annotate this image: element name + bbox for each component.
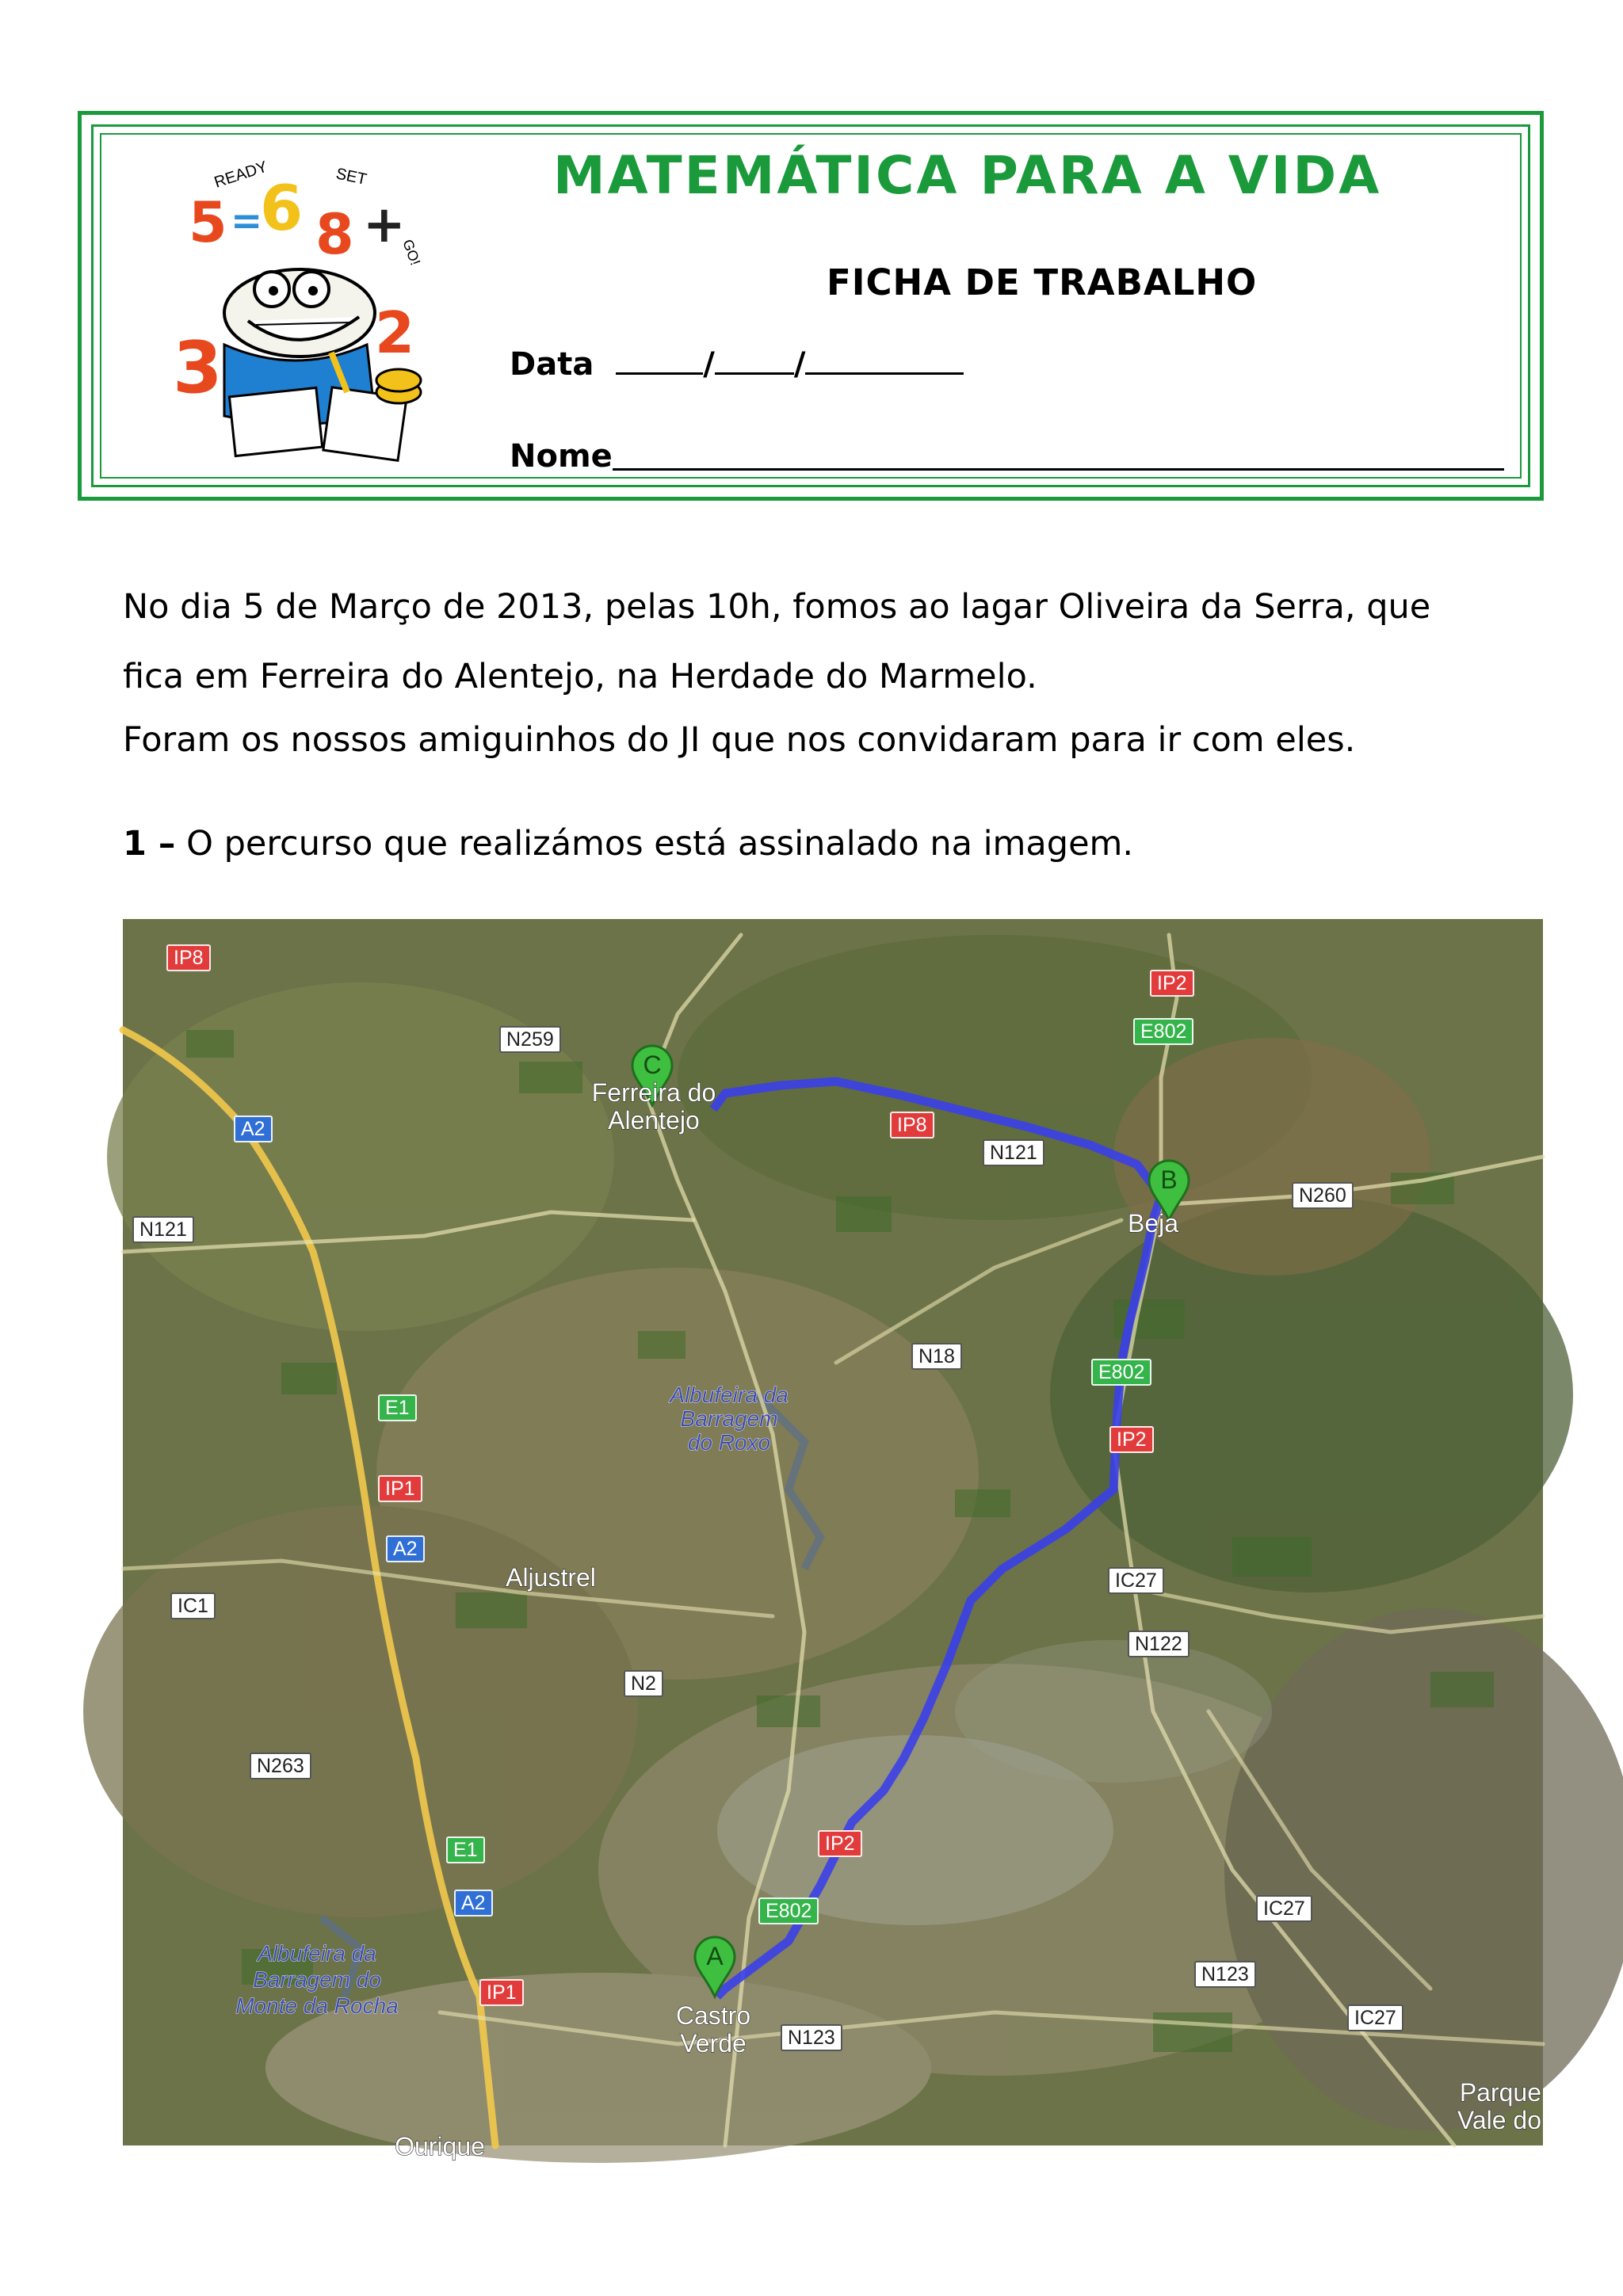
place-castro-line1: Castro (675, 2001, 751, 2030)
logo-set: SET (334, 165, 369, 189)
logo-digit-6: 6 (260, 174, 304, 245)
place-beja: Beja (1127, 1209, 1179, 1238)
shield-ic27-low: IC27 (1347, 2004, 1403, 2031)
shield-ip1-low: IP1 (479, 1979, 524, 2006)
name-field[interactable] (613, 468, 1504, 471)
place-parque-line1: Parque (1459, 2078, 1541, 2107)
shield-n2: N2 (624, 1670, 663, 1697)
logo-go: GO! (399, 237, 424, 268)
logo-digit-3: 3 (173, 326, 223, 410)
shield-a2-mid: A2 (386, 1535, 425, 1562)
place-rocha-line3: Monte da Rocha (235, 1993, 399, 2018)
shield-n18: N18 (911, 1343, 962, 1370)
date-label: Data (510, 346, 594, 383)
logo-plus: + (363, 196, 406, 254)
shield-a2-low: A2 (454, 1890, 493, 1917)
logo-ready: READY (212, 158, 270, 192)
shield-ic1: IC1 (170, 1592, 216, 1619)
shield-e802-top: E802 (1133, 1018, 1193, 1045)
shield-ip2-top: IP2 (1150, 970, 1194, 997)
shield-n263: N263 (250, 1753, 311, 1779)
page-title: MATEMÁTICA PARA A VIDA (553, 145, 1382, 206)
place-rocha-line2: Barragem do (253, 1967, 381, 1992)
date-day-blank[interactable] (616, 347, 703, 375)
place-aljustrel: Aljustrel (506, 1563, 596, 1592)
shield-ip1-top: IP1 (378, 1475, 422, 1502)
math-cartoon-logo (169, 154, 438, 463)
marker-b-letter: B (1160, 1165, 1178, 1194)
shield-e802-low: E802 (758, 1897, 819, 1924)
shield-n259: N259 (499, 1026, 561, 1053)
marker-c-letter: C (643, 1051, 662, 1079)
date-field[interactable]: Data / / (510, 346, 964, 383)
header-box (78, 111, 1544, 501)
shield-ip2-mid: IP2 (1109, 1426, 1154, 1453)
place-ferreira-line2: Alentejo (608, 1106, 700, 1135)
logo-digit-2: 2 (375, 299, 415, 366)
shield-n122: N122 (1128, 1630, 1190, 1657)
shield-a2-top: A2 (234, 1116, 273, 1142)
intro-line-3: Foram os nossos amiguinhos do JI que nos convidaram para ir com eles. (123, 720, 1356, 760)
shield-ip2-low: IP2 (818, 1830, 862, 1857)
shield-ic27-mid: IC27 (1256, 1895, 1312, 1922)
date-year-blank[interactable] (805, 347, 964, 375)
shield-ip8: IP8 (166, 944, 211, 971)
shield-n123-mid: N123 (1194, 1961, 1256, 1988)
worksheet-subtitle: FICHA DE TRABALHO (827, 261, 1258, 303)
place-castro-line2: Verde (680, 2029, 747, 2058)
shield-e1-top: E1 (378, 1394, 417, 1421)
question-1 (123, 824, 1133, 864)
name-label: Nome (510, 438, 613, 475)
place-parque-line2: Vale do (1457, 2106, 1541, 2134)
question-1-text: O percurso que realizámos está assinalado na imagem. (186, 824, 1134, 864)
shield-n123-low: N123 (781, 2024, 842, 2051)
place-rocha-line1: Albufeira da (258, 1941, 376, 1966)
shield-n121-top: N121 (983, 1139, 1044, 1166)
marker-a-letter: A (706, 1942, 724, 1970)
intro-line-1: No dia 5 de Março de 2013, pelas 10h, fomos ao lagar Oliveira da Serra, que (123, 587, 1431, 627)
shield-ip8-mid: IP8 (890, 1112, 934, 1138)
logo-digit-5: 5 (189, 190, 227, 255)
shield-n260: N260 (1292, 1182, 1354, 1209)
logo-equals: = (231, 199, 263, 243)
shield-e1-low: E1 (446, 1836, 485, 1863)
map-svg (123, 919, 1543, 2161)
place-roxo-line2: Barragem (680, 1406, 778, 1431)
shield-ic27-top: IC27 (1108, 1567, 1164, 1594)
intro-line-2: fica em Ferreira do Alentejo, na Herdade do Marmelo. (123, 657, 1037, 696)
place-ourique: Ourique (395, 2132, 485, 2161)
question-1-number: 1 – (123, 824, 176, 864)
place-roxo-line3: do Roxo (687, 1430, 771, 1455)
shield-n121-left: N121 (132, 1216, 194, 1243)
place-roxo-line1: Albufeira da (670, 1383, 789, 1407)
route-map (123, 919, 1543, 2161)
shield-e802-mid: E802 (1091, 1359, 1151, 1386)
date-month-blank[interactable] (715, 347, 794, 375)
logo-digit-8: 8 (315, 202, 354, 267)
place-ferreira-line1: Ferreira do (591, 1078, 716, 1107)
